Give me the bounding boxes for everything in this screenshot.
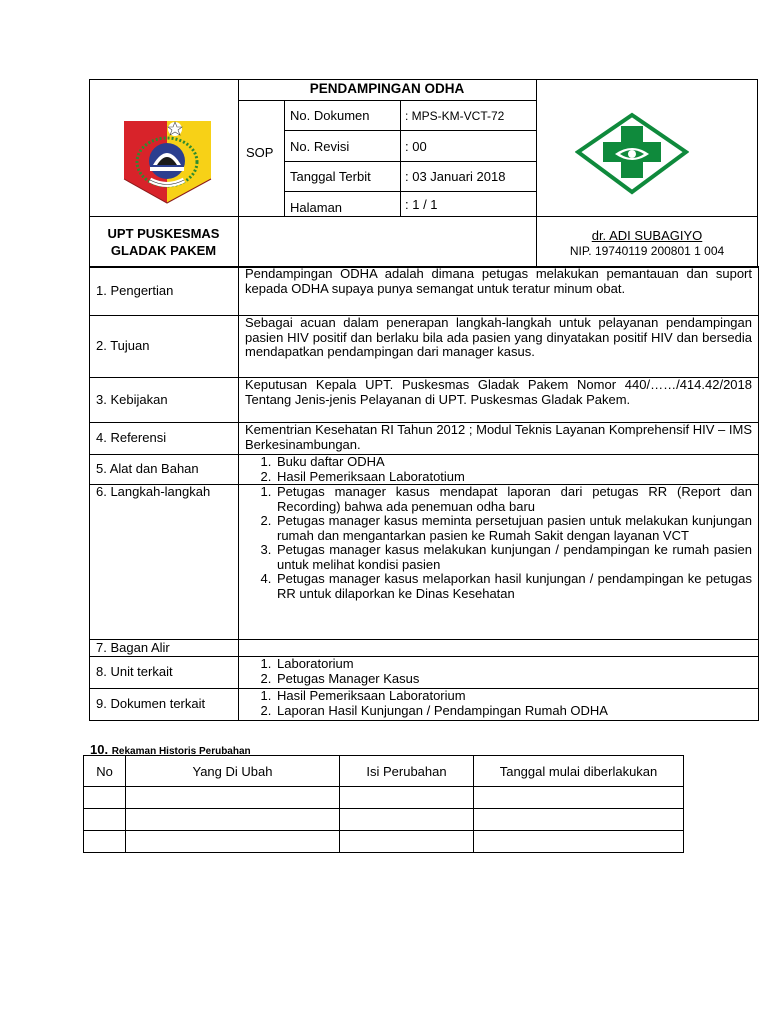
field-label-halaman: Halaman bbox=[290, 200, 343, 215]
puskesmas-green-cross-icon bbox=[575, 112, 689, 196]
table-cell bbox=[84, 787, 126, 809]
field-value-no-revisi: : 00 bbox=[405, 139, 427, 154]
table-cell bbox=[126, 831, 340, 853]
section-label: 2. Tujuan bbox=[90, 316, 239, 378]
table-cell bbox=[340, 809, 474, 831]
section-row-pengertian bbox=[90, 267, 759, 316]
section-label: 9. Dokumen terkait bbox=[90, 689, 239, 721]
history-number: 10. bbox=[90, 742, 109, 757]
history-title: Rekaman Historis Perubahan bbox=[111, 746, 251, 757]
section-row-tujuan bbox=[90, 316, 759, 378]
section-label: 8. Unit terkait bbox=[90, 657, 239, 689]
section-row-kebijakan bbox=[90, 378, 759, 423]
list-item: 4. Petugas manager kasus melaporkan hasil kunjungan / pendampingan ke petugas RR untuk dilaporkan ke Dinas Kesehatan bbox=[275, 572, 752, 601]
list-item: 1. Hasil Pemeriksaan Laboratorium bbox=[275, 689, 752, 704]
section-row-alat-bahan bbox=[90, 455, 759, 485]
section-label: 3. Kebijakan bbox=[90, 378, 239, 423]
section-text: Pendampingan ODHA adalah dimana petugas melakukan pemantauan dan suport kepada ODHA supaya punya semangat untuk teratur minum obat. bbox=[239, 267, 759, 316]
numbered-list bbox=[245, 485, 752, 601]
section-row-referensi bbox=[90, 423, 759, 455]
section-text: Kementrian Kesehatan RI Tahun 2012 ; Modul Teknis Layanan Komprehensif HIV – IMS Berkesinambungan. bbox=[239, 423, 759, 455]
list-item: 1. Laboratorium bbox=[275, 657, 752, 672]
section-row-unit-terkait bbox=[90, 657, 759, 689]
list-item: 2. Hasil Pemeriksaan Laboratotium bbox=[275, 470, 752, 485]
section-label: 7. Bagan Alir bbox=[90, 640, 239, 657]
history-header-row bbox=[84, 756, 684, 787]
section-label: 5. Alat dan Bahan bbox=[90, 455, 239, 485]
table-cell bbox=[474, 831, 684, 853]
column-header: No bbox=[84, 756, 126, 787]
sop-label: SOP bbox=[246, 145, 274, 160]
table-cell bbox=[126, 809, 340, 831]
section-label: 4. Referensi bbox=[90, 423, 239, 455]
list-item: 1. Petugas manager kasus mendapat laporan dari petugas RR (Report dan Recording) bahwa ada penemuan odha baru bbox=[275, 485, 752, 514]
field-label-tanggal-terbit: Tanggal Terbit bbox=[290, 169, 371, 184]
list-item: 2. Petugas Manager Kasus bbox=[275, 672, 752, 687]
sop-content-table bbox=[89, 266, 759, 721]
numbered-list bbox=[245, 455, 752, 484]
field-value-no-dokumen: : MPS-KM-VCT-72 bbox=[405, 109, 505, 123]
signer-name: dr. ADI SUBAGIYO bbox=[591, 228, 703, 243]
table-cell bbox=[340, 831, 474, 853]
section-text: Keputusan Kepala UPT. Puskesmas Gladak Pakem Nomor 440/……/414.42/2018 Tentang Jenis-jenis Pelayanan di UPT. Puskesmas Gladak Pakem. bbox=[239, 378, 759, 423]
section-label: 6. Langkah-langkah bbox=[90, 485, 239, 640]
numbered-list bbox=[245, 657, 752, 686]
signer-nip: NIP. 19740119 200801 1 004 bbox=[569, 244, 725, 258]
section-row-langkah bbox=[90, 485, 759, 640]
list-item: 3. Petugas manager kasus melakukan kunjungan / pendampingan ke rumah pasien untuk melihat kondisi pasien bbox=[275, 543, 752, 572]
field-label-no-revisi: No. Revisi bbox=[290, 139, 350, 154]
field-value-tanggal-terbit: : 03 Januari 2018 bbox=[405, 169, 506, 184]
numbered-list bbox=[245, 689, 752, 718]
table-cell bbox=[474, 787, 684, 809]
section-row-bagan-alir bbox=[90, 640, 759, 657]
organization-name-line2: GLADAK PAKEM bbox=[110, 243, 217, 258]
table-row bbox=[84, 831, 684, 853]
document-title: PENDAMPINGAN ODHA bbox=[309, 81, 465, 96]
section-row-dokumen-terkait bbox=[90, 689, 759, 721]
organization-name-line1: UPT PUSKESMAS bbox=[107, 226, 220, 241]
field-label-no-dokumen: No. Dokumen bbox=[290, 108, 370, 123]
table-cell bbox=[84, 831, 126, 853]
list-item: 2. Petugas manager kasus meminta persetujuan pasien untuk melakukan kunjungan rumah dan mengantarkan pasien ke Rumah Sakit dengan layanan VCT bbox=[275, 514, 752, 543]
column-header: Yang Di Ubah bbox=[126, 756, 340, 787]
list-item: 2. Laporan Hasil Kunjungan / Pendampingan Rumah ODHA bbox=[275, 704, 752, 719]
field-value-halaman: : 1 / 1 bbox=[405, 197, 438, 212]
column-header: Isi Perubahan bbox=[340, 756, 474, 787]
table-cell bbox=[340, 787, 474, 809]
section-label: 1. Pengertian bbox=[90, 267, 239, 316]
section-text: Sebagai acuan dalam penerapan langkah-langkah untuk pelayanan pendampingan pasien HIV positif dan berlaku bila ada pasien yang dinyatakan positif HIV dan bersedia mendapatkan pendampingan dari manager kasus. bbox=[239, 316, 759, 378]
table-cell bbox=[474, 809, 684, 831]
list-item: 1. Buku daftar ODHA bbox=[275, 455, 752, 470]
table-row bbox=[84, 787, 684, 809]
column-header: Tanggal mulai diberlakukan bbox=[474, 756, 684, 787]
table-cell bbox=[84, 809, 126, 831]
jember-regency-crest-icon bbox=[120, 117, 215, 212]
table-row bbox=[84, 809, 684, 831]
history-table bbox=[83, 755, 684, 853]
table-cell bbox=[126, 787, 340, 809]
